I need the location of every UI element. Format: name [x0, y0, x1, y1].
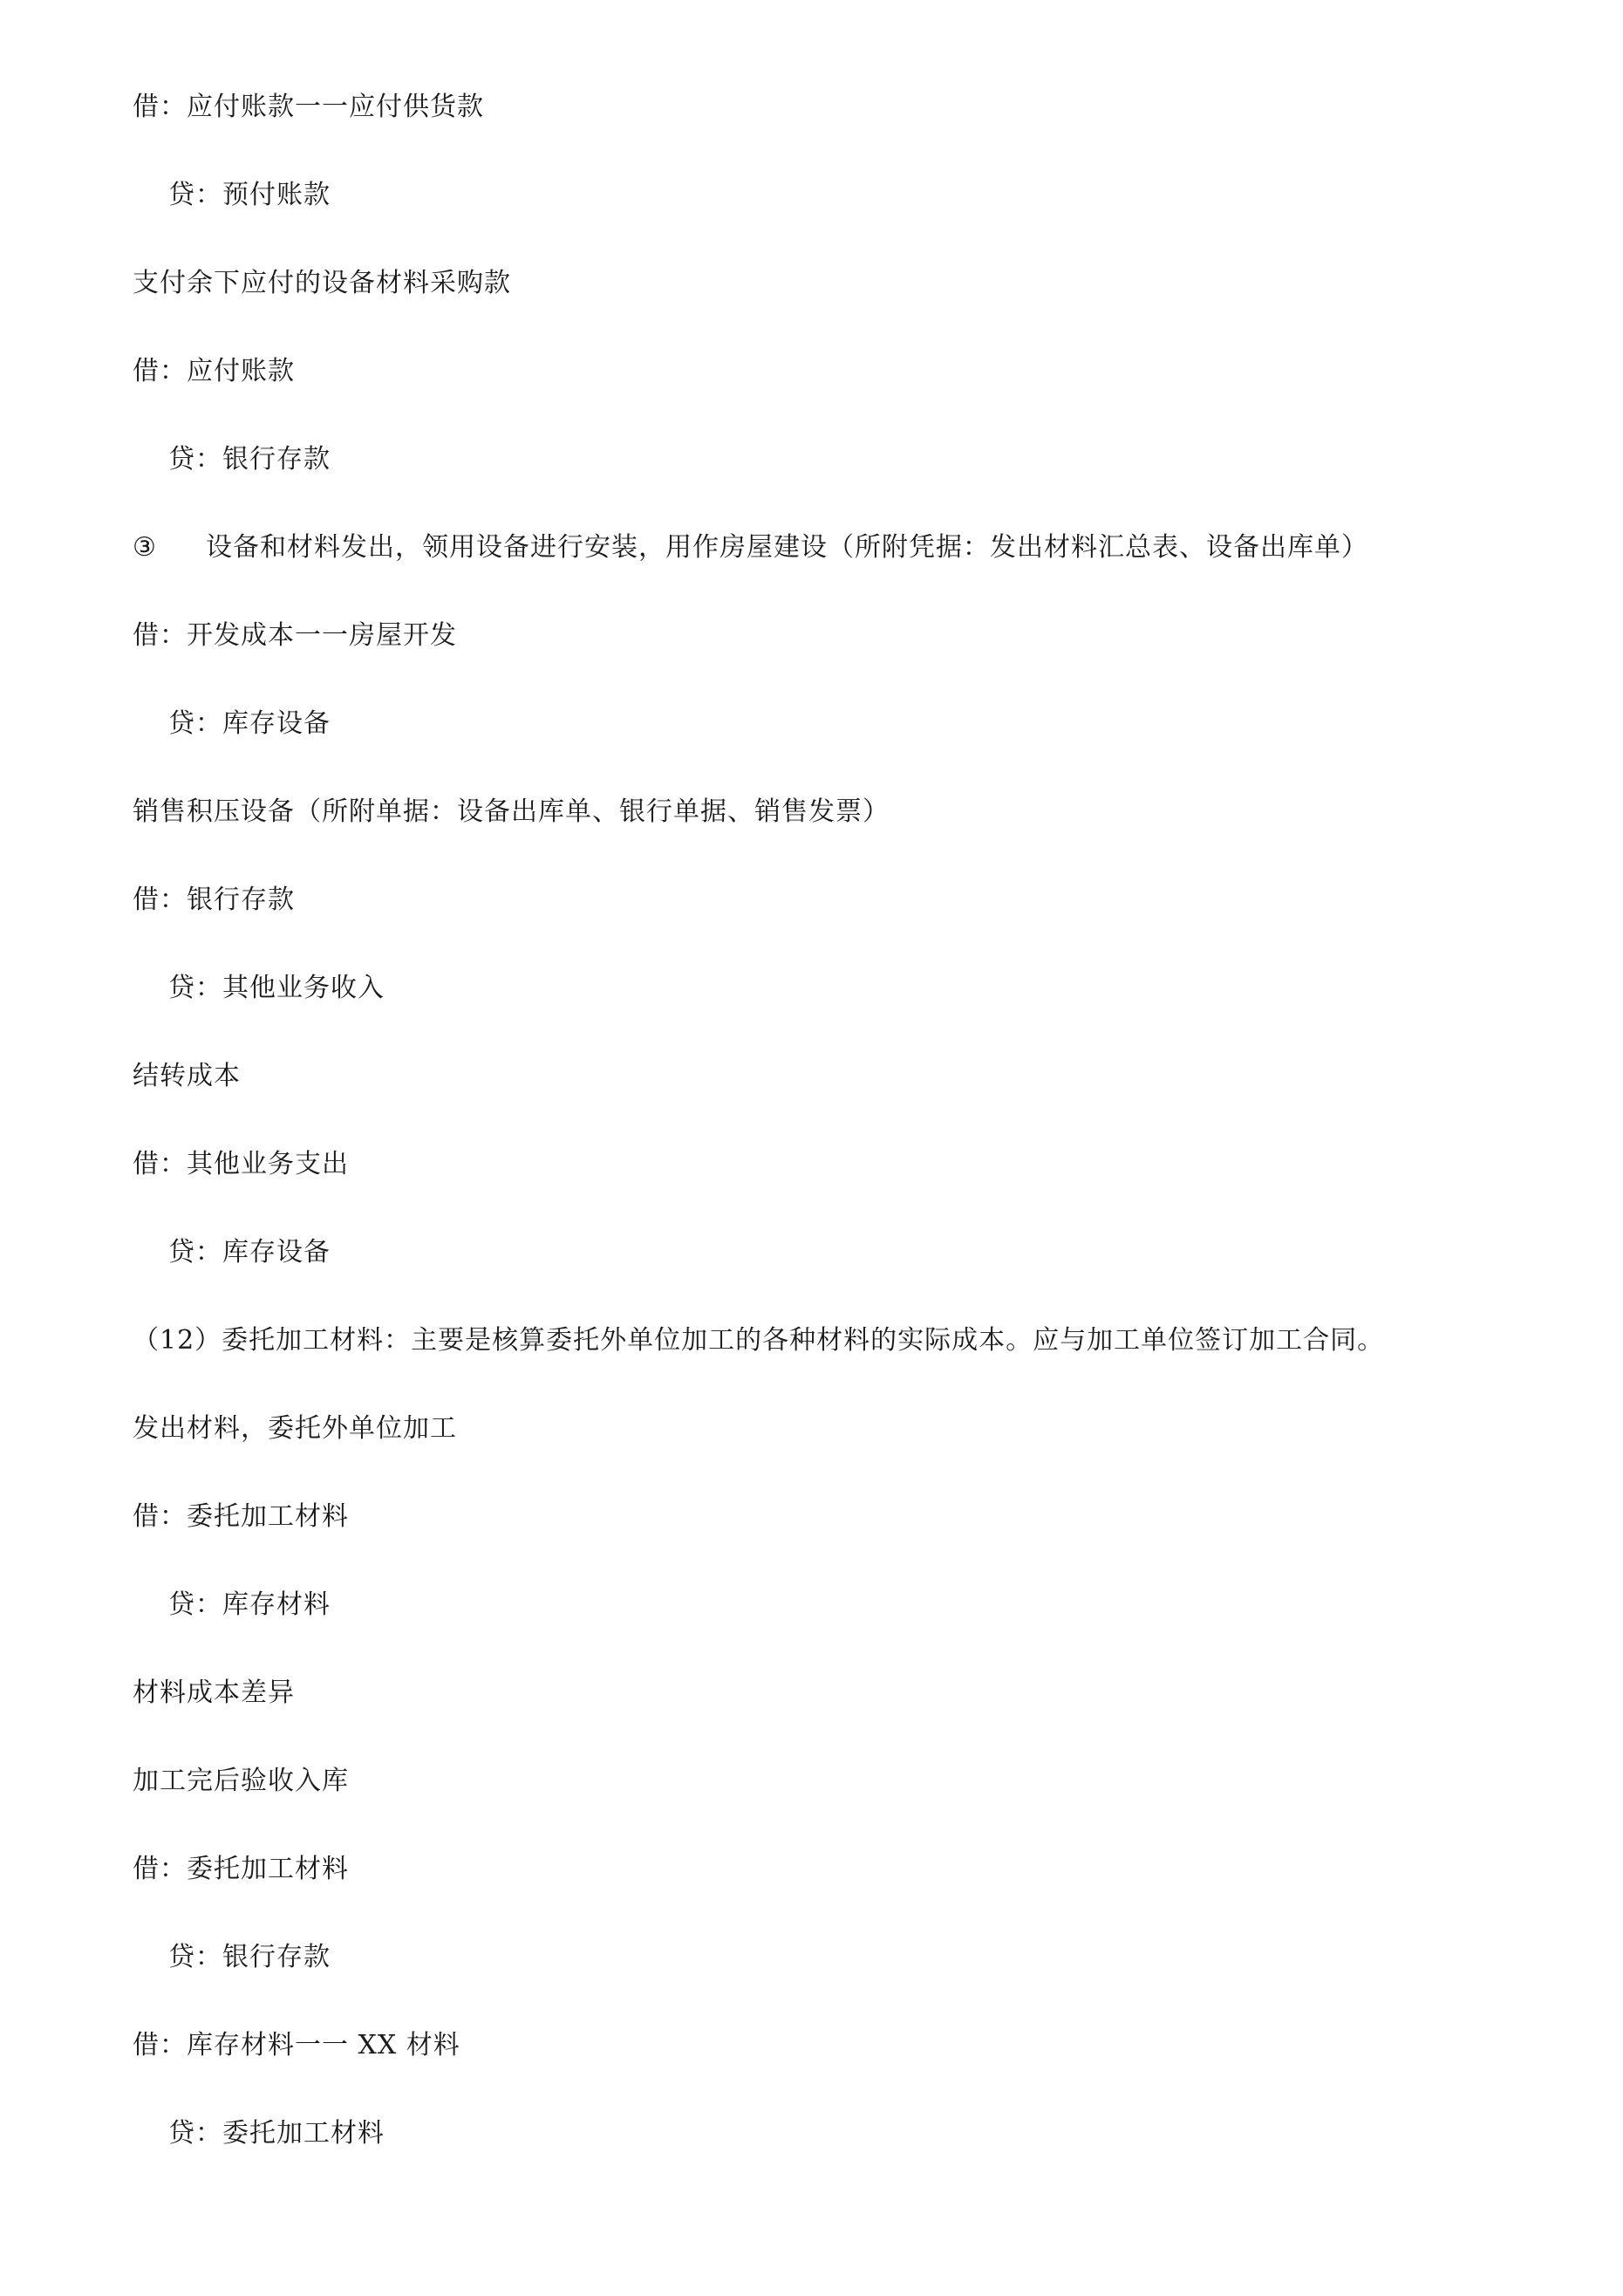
text-line: 贷：其他业务收入	[168, 973, 385, 1003]
text-line: 借：开发成本一一房屋开发	[133, 620, 457, 651]
text-line: 贷：银行存款	[168, 444, 331, 475]
text-line: 结转成本	[133, 1061, 241, 1091]
text-line: 加工完后验收入库	[133, 1766, 349, 1796]
text-line: 借：银行存款	[133, 885, 295, 915]
text-line: 借：应付账款	[133, 356, 295, 386]
numbered-text-line	[133, 530, 1368, 565]
section-heading-line: （12）委托加工材料：主要是核算委托外单位加工的各种材料的实际成本。应与加工单位签订加工合同。	[133, 1325, 1385, 1356]
text-line: 贷：库存设备	[168, 708, 331, 739]
text-line: 发出材料，委托外单位加工	[133, 1413, 457, 1444]
text-line: 销售积压设备（所附单据：设备出库单、银行单据、销售发票）	[133, 796, 890, 827]
text-line: 贷：库存设备	[168, 1237, 331, 1268]
text-line: 贷：预付账款	[168, 180, 331, 210]
text-line: 材料成本差异	[133, 1678, 295, 1708]
item-text: 设备和材料发出，领用设备进行安装，用作房屋建设（所附凭据：发出材料汇总表、设备出库单）	[206, 532, 1368, 563]
text-line: 贷：委托加工材料	[168, 2118, 385, 2149]
text-line: 借：库存材料一一 XX 材料	[133, 2030, 460, 2060]
text-line: 借：应付账款一一应付供货款	[133, 92, 484, 122]
text-line: 借：委托加工材料	[133, 1854, 349, 1884]
item-marker: ③	[133, 532, 157, 563]
text-line: 支付余下应付的设备材料采购款	[133, 268, 511, 298]
text-line: 贷：库存材料	[168, 1589, 331, 1620]
text-line: 借：其他业务支出	[133, 1149, 349, 1179]
text-line: 借：委托加工材料	[133, 1501, 349, 1532]
text-line: 贷：银行存款	[168, 1942, 331, 1972]
